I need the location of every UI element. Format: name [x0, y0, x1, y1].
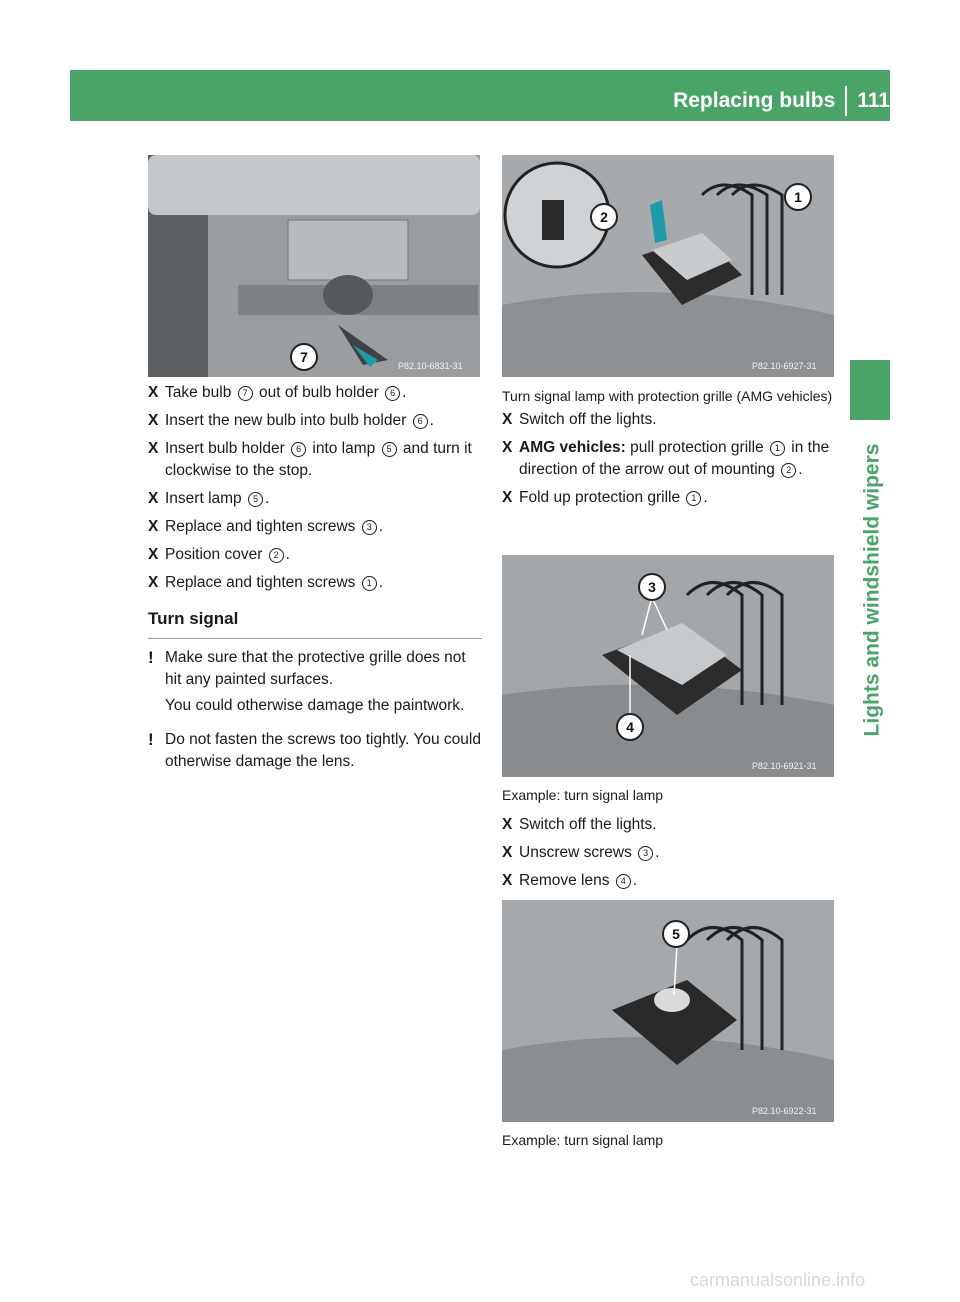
- step-arrow-icon: X: [502, 844, 513, 861]
- right-column-block-2: [502, 787, 834, 898]
- callout-3: 3: [638, 573, 666, 601]
- step-item: X Fold up protection grille 1 .: [502, 487, 834, 509]
- step-item: X Switch off the lights.: [502, 814, 834, 836]
- step-arrow-icon: X: [502, 439, 513, 456]
- step-arrow-icon: X: [502, 411, 513, 428]
- step-item: X Take bulb 7 out of bulb holder 6 .: [148, 382, 482, 404]
- side-tab-label: Lights and windshield wipers: [860, 443, 883, 737]
- step-item: X AMG vehicles: pull protection grille 1 in the direction of the arrow out of mounting 2 .: [502, 437, 834, 481]
- step-arrow-icon: X: [502, 816, 513, 833]
- step-item: X Replace and tighten screws 1 .: [148, 572, 482, 594]
- callout-5: 5: [662, 920, 690, 948]
- protection-grille-illustration: [502, 155, 834, 377]
- step-arrow-icon: X: [148, 384, 159, 401]
- step-item: X Remove lens 4 .: [502, 870, 834, 892]
- callout-7: 7: [290, 343, 318, 371]
- watermark: carmanualsonline.info: [690, 1270, 866, 1290]
- photo-protection-grille: [502, 155, 834, 377]
- chapter-title: Replacing bulbs: [673, 89, 836, 112]
- header-divider: [845, 86, 847, 116]
- step-item: X Insert the new bulb into bulb holder 6 .: [148, 410, 482, 432]
- callout-1: 1: [784, 183, 812, 211]
- figure-code: P82.10-6921-31: [752, 761, 817, 771]
- step-arrow-icon: X: [148, 440, 159, 457]
- step-item: X Replace and tighten screws 3 .: [148, 516, 482, 538]
- step-item: X Position cover 2 .: [148, 544, 482, 566]
- step-arrow-icon: X: [148, 490, 159, 507]
- left-column: [148, 382, 482, 777]
- step-item: X Switch off the lights.: [502, 409, 834, 431]
- right-column-block-1: [502, 388, 834, 515]
- callout-2: 2: [590, 203, 618, 231]
- step-item: X Insert bulb holder 6 into lamp 5 and turn it clockwise to the stop.: [148, 438, 482, 482]
- step-arrow-icon: X: [148, 574, 159, 591]
- step-arrow-icon: X: [502, 489, 513, 506]
- figure-code: P82.10-6831-31: [398, 361, 463, 371]
- turn-signal-lens-illustration: [502, 555, 834, 777]
- page-header: [590, 86, 890, 116]
- side-tab: [855, 425, 889, 755]
- figure-caption: Example: turn signal lamp: [502, 787, 664, 803]
- figure-code: P82.10-6927-31: [752, 361, 817, 371]
- callout-4: 4: [616, 713, 644, 741]
- side-tab-marker: [850, 360, 890, 420]
- step-arrow-icon: X: [148, 412, 159, 429]
- photo-rear-bumper: [148, 155, 480, 377]
- step-item: X Insert lamp 5 .: [148, 488, 482, 510]
- warning-note: ! Make sure that the protective grille does not hit any painted surfaces. You could otherwise damage the paintwork.: [148, 647, 482, 721]
- step-arrow-icon: X: [148, 546, 159, 563]
- rear-bumper-illustration: [148, 155, 480, 377]
- step-arrow-icon: X: [502, 872, 513, 889]
- figure-caption: Turn signal lamp with protection grille (AMG vehicles): [502, 388, 833, 404]
- figure-caption: Example: turn signal lamp: [502, 1132, 664, 1148]
- step-arrow-icon: X: [148, 518, 159, 535]
- warning-icon: !: [148, 648, 154, 667]
- photo-turn-signal-screws: [502, 555, 834, 777]
- step-item: X Unscrew screws 3 .: [502, 842, 834, 864]
- figure-code: P82.10-6922-31: [752, 1106, 817, 1116]
- photo-turn-signal-bulb: [502, 900, 834, 1122]
- section-heading: Turn signal: [148, 608, 482, 639]
- warning-icon: !: [148, 730, 154, 749]
- warning-note: ! Do not fasten the screws too tightly. You could otherwise damage the lens.: [148, 729, 482, 777]
- page-number: 111: [857, 89, 890, 112]
